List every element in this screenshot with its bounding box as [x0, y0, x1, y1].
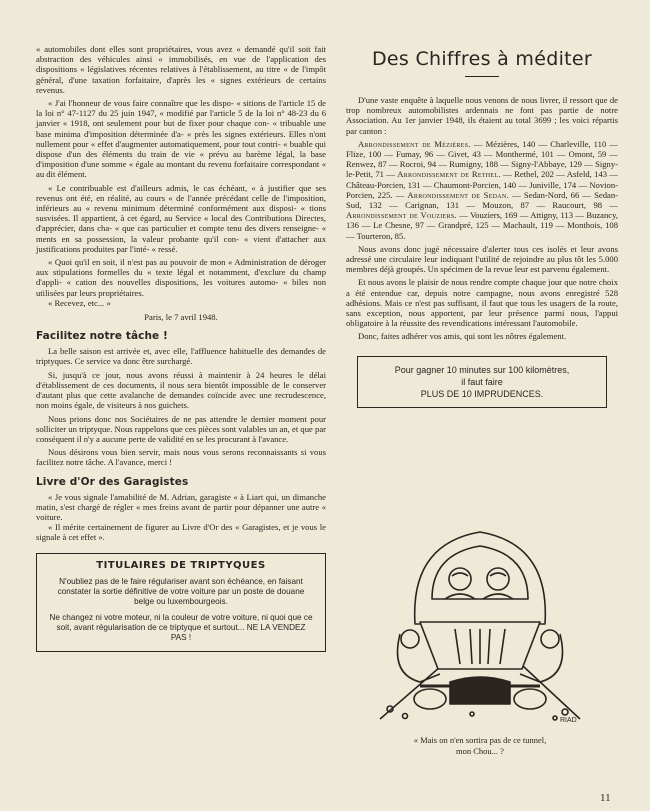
livre-paragraph-2: « Il mérite certainement de figurer au Livre d'Or des « Garagistes, et je vous le signale à cet effet ».	[36, 522, 326, 543]
letter-signature: Paris, le 7 avril 1948.	[144, 312, 218, 323]
letter-paragraph-2: « J'ai l'honneur de vous faire connaître que les dispo- « sitions de l'article 15 de la loi n° 47-1127 du 25 juin 1947, « modifié par l'article 5 de la loi n° 48-23 du 6 janvier « 1918, ont seulement pour but de fixer pour chaque con- « tribuable une base minima d'imposition déterminée d'a- « près les signes extérieurs. Elles n'ont nullement pour « effet d'augmenter automatiquement, pour tout contri- « buable qui dispose d'un des éléments du train de vie « prévu au barème légal, la base d'imposition d'une somme « égale au montant du revenu forfaitaire correspondant « au dit élément.	[36, 98, 326, 180]
letter-closing: « Recevez, etc... »	[48, 297, 111, 308]
livre-paragraph-1: « Je vous signale l'amabilité de M. Adrian, garagiste « à Liart qui, un dimanche matin, s'est chargé de régler « mes freins avant de partir pour dépanner une autre « voiture.	[36, 491, 326, 522]
triptyques-notice-box	[36, 553, 326, 652]
cantons-vouziers: — Vouziers, 169 — Attigny, 113 — Buzancy, 136 — Le Chesne, 97 — Grandpré, 125 — Machault, 119 — Monthois, 108 — Tourteron, 85.	[346, 210, 618, 241]
title-divider	[465, 76, 499, 77]
page-number: 11	[600, 792, 611, 804]
imprudences-line-1: Pour gagner 10 minutes sur 100 kilomètres,	[394, 364, 570, 375]
cartoon-caption	[360, 735, 600, 757]
arrondissement-mezieres: Arrondissement de Mézières.	[358, 138, 471, 149]
left-column	[36, 44, 326, 652]
chiffres-intro: D'une vaste enquête à laquelle nous venons de nous livrer, il ressort que de trop nombreux automobilistes ardennais ne font pas partie de notre Association. Au 1er janvier 1948, ils étaient au total 3699 ; les voici répartis par canton :	[346, 95, 618, 136]
triptyques-notice-title: TITULAIRES DE TRIPTYQUES	[96, 559, 266, 571]
cantons-sedan: — Sedan-Nord, 66 — Sedan-Sud, 132 — Carignan, 131 — Mouzon, 87 — Raucourt, 98 —	[346, 189, 618, 211]
chiffres-paragraph-3: Nous avons donc jugé nécessaire d'alerter tous ces isolés et leur avons adressé une circulaire leur indiquant l'utilité de rejoindre au plus tôt les 5.000 membres déjà groupés. Un spécimen de la revue leur est parvenu également.	[346, 243, 618, 275]
article-title: Des Chiffres à méditer	[371, 48, 593, 70]
letter-paragraph-4: « Quoi qu'il en soit, il n'est pas au pouvoir de mon « Administration de déroger aux stipulations formelles du « texte légal et notamment, d'exclure du champ d'appli- « cation des nouvelles dispositions, les voitures automo- « biles non utilisées par leurs propriétaires.	[36, 257, 326, 298]
triptyques-notice-paragraph-2: Ne changez ni votre moteur, ni la couleur de votre voiture, ni quoi que ce soit, avant régularisation de ce triptyque et surtout... NE LA VENDEZ PAS !	[49, 612, 313, 642]
imprudences-box	[357, 356, 607, 408]
cantons-mezieres: — Mézières, 140 — Charleville, 110 — Flize, 100 — Fumay, 96 — Givet, 43 — Monthermé, 101 — Omont, 59 — Renwez, 87 — Rocroi, 94 — Rumigny, 188 — Signy-l'Abbaye, 129 — Signy-le-Petit, 71 —	[346, 138, 618, 180]
heading-livre-dor: Livre d'Or des Garagistes	[36, 475, 189, 488]
imprudences-line-3: PLUS DE 10 IMPRUDENCES.	[420, 388, 544, 399]
heading-facilitez: Facilitez notre tâche !	[36, 330, 168, 343]
letter-paragraph-1: « automobiles dont elles sont propriétaires, vous avez « demandé qu'il soit fait abstraction des véhicules ainsi « immobilisés, en vue de l'application des dispositions « législatives récentes relatives à l'établissement, au titre « de l'impôt général, d'une taxation forfaitaire, d'après les « signes extérieurs de certains revenus.	[36, 44, 326, 95]
facilitez-paragraph-1: La belle saison est arrivée et, avec elle, l'affluence habituelle des demandes de triptyques. Ce service va donc être surchargé.	[36, 346, 326, 367]
chiffres-paragraph-4: Et nous avons le plaisir de nous rendre compte chaque jour que notre choix a été entendue car, depuis notre campagne, nous avons enregistré 528 adhésions. Mais ce n'est pas suffisant, il faut que tous les usagers de la route, sans exception, nous apportent, par leur présence parmi nous, l'appui obligatoire à la réussite des revendications intéressant l'automobile.	[346, 277, 618, 329]
car-cartoon-illustration	[360, 504, 600, 724]
arrondissement-vouziers: Arrondissement de Vouziers.	[346, 210, 457, 221]
caption-line-1: « Mais on n'en sortira pas de ce tunnel,	[413, 735, 547, 745]
imprudences-line-2: il faut faire	[461, 376, 503, 387]
caption-line-2: mon Chou... ?	[456, 746, 504, 756]
chiffres-paragraph-5: Donc, faites adhérer vos amis, qui sont les nôtres également.	[358, 331, 567, 342]
illustrator-signature: RIAD	[560, 717, 577, 724]
triptyques-notice-paragraph-1: N'oubliez pas de le faire régulariser avant son échéance, en faisant constater la sortie définitive de votre voiture par un poste de douane belge ou luxembourgeois.	[57, 576, 305, 606]
facilitez-paragraph-3: Nous prions donc nos Sociétaires de ne pas attendre le dernier moment pour solliciter un triptyque. Nous rappelons que ces pièces sont valables un an, et que par conséquent il n'y a aucune perte de validité en se les procurant à l'avance.	[36, 413, 326, 444]
canton-list	[346, 139, 618, 241]
letter-paragraph-3: « Le contribuable est d'ailleurs admis, le cas échéant, « à justifier que ses revenus ont été, en réalité, au cours « de l'année précédant celle de l'imposition, inférieurs au « revenu minimum déterminé conformément aux disposi- « tions susvisées. Il appartient, à cet égard, au Service « local des Contributions Directes, d'apprécier, dans cha- « que cas particulier et compte tenu des divers renseigne- « ments en sa possession, la valeur probante qu'il con- « vient d'attacher aux justifications produites par l'inté- « ressé.	[36, 182, 326, 254]
right-column	[346, 44, 618, 408]
arrondissement-rethel: Arrondissement de Rethel.	[397, 169, 501, 180]
facilitez-paragraph-2: Si, jusqu'à ce jour, nous avons réussi à maintenir à 24 heures le délai d'établissement de ces documents, il nous sera bientôt impossible de le conserver d'autant plus que cette avalanche de demandes coïncide avec une recrudescence, non moins égale, de visiteurs à nos guichets.	[36, 369, 326, 411]
facilitez-paragraph-4: Nous désirons vous bien servir, mais nous vous serons reconnaissants si vous facilitez notre tâche. A l'avance, merci !	[36, 447, 326, 468]
cantons-rethel: — Rethel, 202 — Asfeld, 143 — Château-Porcien, 131 — Chaumont-Porcien, 140 — Juniville, 174 — Novion-Porcien, 225. —	[346, 169, 618, 200]
arrondissement-sedan: Arrondissement de Sedan.	[407, 189, 510, 200]
